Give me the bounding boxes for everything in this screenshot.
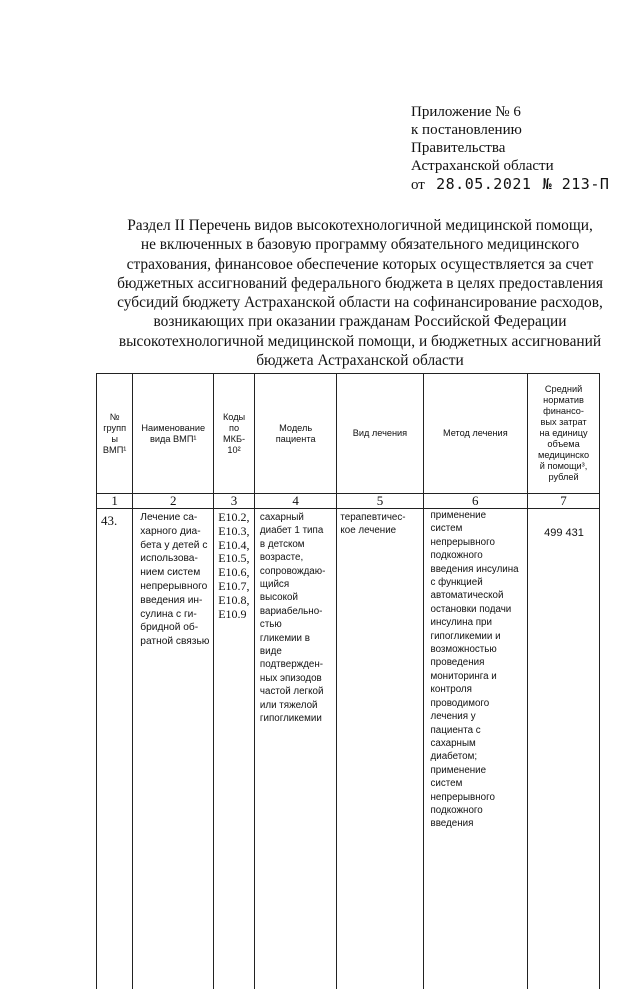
header-label-line: пациента [255,434,336,445]
cell-text-line: проводимого [431,697,526,710]
vmp-table [96,373,600,989]
annex-block [411,103,609,194]
cell-text-line: ных эпизодов [260,672,334,685]
header-label-line: групп [97,423,132,434]
cell-text-line: введения [431,817,526,830]
cell-text-line: вариабельно- [260,605,334,618]
header-label-line: рублей [528,472,599,483]
column-number: 7 [528,494,600,509]
cell-text-line: частой легкой [260,685,334,698]
cell-text-line: лечения у [431,710,526,723]
icd-codes-cell [214,509,255,989]
cell-text-line: сулина с ги- [140,608,211,622]
cell-text-line: проведения [431,656,526,669]
cell-text-line: E10.9 [218,608,254,622]
cell-text-line: непрерывного [140,580,211,594]
header-label-line: Метод лечения [424,428,528,439]
section-title-line: бюджета Астраханской области [100,351,620,370]
header-cell-treatment-type [337,374,423,494]
column-number-row [97,494,600,509]
cell-text-line: введения ин- [140,594,211,608]
cell-text-line: E10.5, [218,552,254,566]
cell-text-line: щийся [260,578,334,591]
cell-text-line: харного диа- [140,525,211,539]
cell-text-line: нием систем [140,566,211,580]
cell-text-line: применение [431,509,526,522]
cell-text-line: гликемии в [260,632,334,645]
cell-text-line: возможностью [431,643,526,656]
column-number: 6 [423,494,528,509]
header-label-line: № [97,412,132,423]
header-cell-treatment-method [423,374,528,494]
header-label-line: Модель [255,423,336,434]
cell-text-line: подкожного [431,549,526,562]
annex-line: Приложение № 6 [411,103,609,121]
cell-text-line: инсулина при [431,616,526,629]
cell-text-line: ратной связью [140,635,211,649]
table-row [97,509,600,989]
cell-text-line: пациента с [431,724,526,737]
cell-text-line: возрасте, [260,551,334,564]
cell-text-line: стью [260,618,334,631]
cell-text-line: сахарный [260,511,334,524]
section-title-line: возникающих при оказании гражданам Российской Федерации [100,312,620,331]
cell-text-line: применение [431,764,526,777]
cell-text-line: систем [431,777,526,790]
header-cell-icd-codes [214,374,255,494]
cell-text-line: терапевтичес- [340,511,420,524]
cell-text-line: E10.4, [218,539,254,553]
cell-text-line: сопровождаю- [260,565,334,578]
header-label-line: Средний [528,384,599,395]
cell-text-line: автоматической [431,589,526,602]
section-title-line: Раздел II Перечень видов высокотехнологичной медицинской помощи, [100,216,620,235]
annex-line: Астраханской области [411,157,609,175]
cost-norm-value: 499 431 [528,509,600,989]
cell-text-line: непрерывного [431,791,526,804]
header-label-line: 10² [214,445,254,456]
header-cell-cost-norm [528,374,600,494]
cell-text-line: гипогликемии [260,712,334,725]
section-title-line: страхования, финансовое обеспечение которых осуществляется за счет [100,255,620,274]
column-number: 2 [133,494,214,509]
cell-text-line: остановки подачи [431,603,526,616]
cell-text-line: E10.3, [218,525,254,539]
date-prefix: от [411,177,425,193]
table-header-row [97,374,600,494]
decree-number: № 213-П [543,175,610,193]
section-title-line: высокотехнологичной медицинской помощи, и бюджетных ассигнований [100,332,620,351]
cell-text-line: бридной об- [140,621,211,635]
header-cell-vmp-name [133,374,214,494]
cell-text-line: в детском [260,538,334,551]
cell-text-line: виде [260,645,334,658]
cell-text-line: подтвержден- [260,658,334,671]
cell-text-line: бета у детей с [140,539,211,553]
cell-text-line: подкожного [431,804,526,817]
decree-date: 28.05.2021 [436,175,531,193]
column-number: 4 [254,494,336,509]
cell-text-line: мониторинга и [431,670,526,683]
section-title-line: субсидий бюджету Астраханской области на софинансирование расходов, [100,293,620,312]
column-number: 5 [337,494,423,509]
header-label-line: по [214,423,254,434]
header-label-line: ВМП¹ [97,445,132,456]
header-label-line: Вид лечения [337,428,422,439]
header-label-line: финансо- [528,406,599,417]
cell-text-line: Лечение са- [140,511,211,525]
section-title-line: бюджетных ассигнований федерального бюджета в целях предоставления [100,274,620,293]
cell-text-line: систем [431,522,526,535]
cell-text-line: или тяжелой [260,699,334,712]
cell-text-line: введения инсулина [431,563,526,576]
cell-text-line: E10.7, [218,580,254,594]
header-label-line: вида ВМП¹ [133,434,213,445]
header-label-line: Коды [214,412,254,423]
treatment-type-cell [337,509,423,989]
cell-text-line: контроля [431,683,526,696]
cell-text-line: высокой [260,591,334,604]
cell-text-line: E10.8, [218,594,254,608]
header-label-line: вых затрат [528,417,599,428]
annex-line: к постановлению [411,121,609,139]
header-label-line: норматив [528,395,599,406]
treatment-method-cell [423,509,528,989]
cell-text-line: использова- [140,552,211,566]
cell-text-line: E10.2, [218,511,254,525]
header-label-line: объема [528,439,599,450]
header-label-line: Наименование [133,423,213,434]
cell-text-line: сахарным [431,737,526,750]
cell-text-line: непрерывного [431,536,526,549]
cell-text-line: диабетом; [431,750,526,763]
header-label-line: медицинско [528,450,599,461]
cell-text-line: гипогликемии и [431,630,526,643]
section-title [100,216,620,370]
header-cell-patient-model [254,374,336,494]
cell-text-line: E10.6, [218,566,254,580]
header-label-line: ы [97,434,132,445]
vmp-name-cell [133,509,214,989]
cell-text-line: с функцией [431,576,526,589]
header-cell-group-number [97,374,133,494]
group-number: 43. [97,509,133,989]
header-label-line: на единицу [528,428,599,439]
patient-model-cell [254,509,336,989]
column-number: 1 [97,494,133,509]
annex-line: Правительства [411,139,609,157]
column-number: 3 [214,494,255,509]
cell-text-line: диабет 1 типа [260,524,334,537]
header-label-line: МКБ- [214,434,254,445]
header-label-line: й помощи³, [528,461,599,472]
section-title-line: не включенных в базовую программу обязательного медицинского [100,235,620,254]
annex-date-line [411,175,609,194]
cell-text-line: кое лечение [340,524,420,537]
